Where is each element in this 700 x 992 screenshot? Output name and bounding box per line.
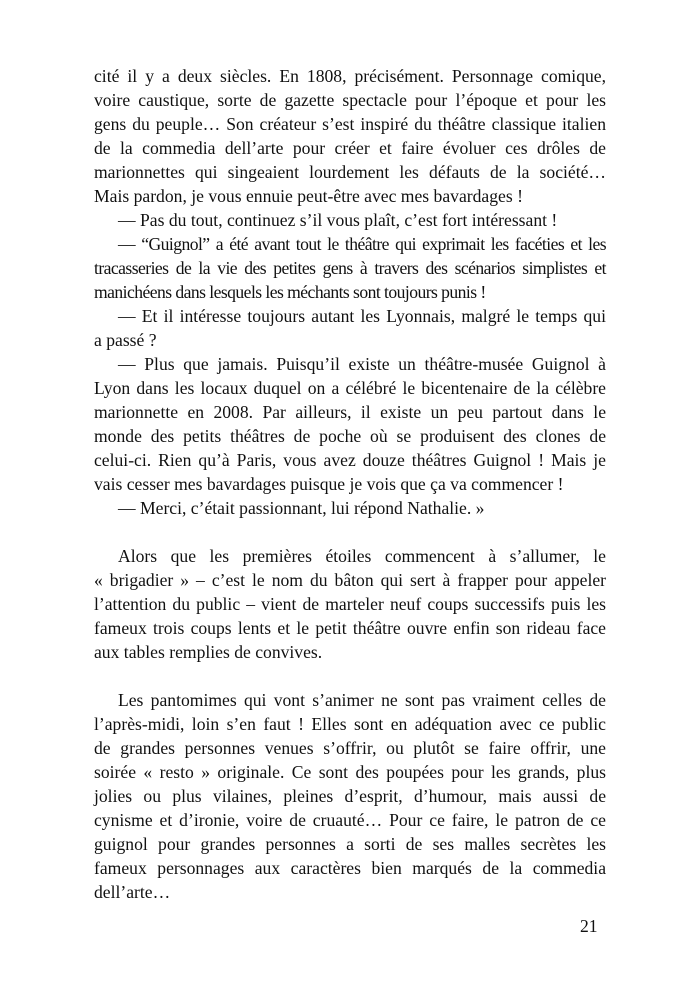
text-line: l’attention du public – vient de marteler neuf coups successifs puis les — [94, 594, 606, 614]
text-line: Alors que les premières étoiles commencent à s’allumer, le — [118, 546, 606, 566]
text-line: dell’arte… — [94, 882, 171, 902]
paragraph-pantomimes — [94, 688, 606, 904]
text-line: aux tables remplies de convives. — [94, 642, 323, 662]
text-line: jolies ou plus vilaines, pleines d’esprit, d’humour, mais aussi de — [94, 786, 606, 806]
text-line: soirée « resto » originale. Ce sont des poupées pour les grands, plus — [94, 762, 606, 782]
text-line: vais cesser mes bavardages puisque je vois que ça va commencer ! — [94, 474, 564, 494]
text-line: Lyon dans les locaux duquel on a célébré le bicentenaire de la célèbre — [94, 378, 606, 398]
text-line: cynisme et d’ironie, voire de cruauté… Pour ce faire, le patron de ce — [94, 810, 606, 830]
text-line: — Pas du tout, continuez s’il vous plaît, c’est fort intéressant ! — [118, 210, 558, 230]
text-line: l’après-midi, loin s’en faut ! Elles sont en adéquation avec ce public — [94, 714, 606, 734]
text-line: — “Guignol” a été avant tout le théâtre qui exprimait les facéties et les — [118, 234, 606, 254]
text-line: fameux trois coups lents et le petit théâtre ouvre enfin son rideau face — [94, 618, 606, 638]
text-line: celui-ci. Rien qu’à Paris, vous avez douze théâtres Guignol ! Mais je — [94, 450, 606, 470]
paragraph-gap — [94, 520, 606, 544]
page-text — [94, 64, 606, 904]
text-line: manichéens dans lesquels les méchants sont toujours punis ! — [94, 282, 486, 302]
page-number: 21 — [580, 916, 598, 936]
paragraph-brigadier — [94, 544, 606, 664]
text-line: Les pantomimes qui vont s’animer ne sont pas vraiment celles de — [118, 690, 606, 710]
text-line: fameux personnages aux caractères bien marqués de la commedia — [94, 858, 606, 878]
text-line: de la commedia dell’arte pour créer et faire évoluer ces drôles de — [94, 138, 606, 158]
text-line: tracasseries de la vie des petites gens à travers des scénarios simplistes et — [94, 258, 606, 278]
text-line: monde des petits théâtres de poche où se produisent des clones de — [94, 426, 606, 446]
text-line: a passé ? — [94, 330, 157, 350]
text-line: de grandes personnes venues s’offrir, ou plutôt se faire offrir, une — [94, 738, 606, 758]
text-line: — Et il intéresse toujours autant les Lyonnais, malgré le temps qui — [118, 306, 606, 326]
text-line: Mais pardon, je vous ennuie peut-être avec mes bavardages ! — [94, 186, 523, 206]
text-line: voire caustique, sorte de gazette spectacle pour l’époque et pour les — [94, 90, 606, 110]
text-line: — Merci, c’était passionnant, lui répond Nathalie. » — [118, 498, 485, 518]
text-line: marionnette en 2008. Par ailleurs, il existe un peu partout dans le — [94, 402, 606, 422]
text-line: — Plus que jamais. Puisqu’il existe un théâtre-musée Guignol à — [118, 354, 606, 374]
text-line: guignol pour grandes personnes a sorti de ses malles secrètes les — [94, 834, 606, 854]
text-line: « brigadier » – c’est le nom du bâton qui sert à frapper pour appeler — [94, 570, 606, 590]
text-line: cité il y a deux siècles. En 1808, précisément. Personnage comique, — [94, 66, 606, 86]
dialogue-section — [94, 64, 606, 520]
text-line: gens du peuple… Son créateur s’est inspiré du théâtre classique italien — [94, 114, 606, 134]
paragraph-gap — [94, 664, 606, 688]
text-line: marionnettes qui singeaient lourdement les défauts de la société… — [94, 162, 606, 182]
